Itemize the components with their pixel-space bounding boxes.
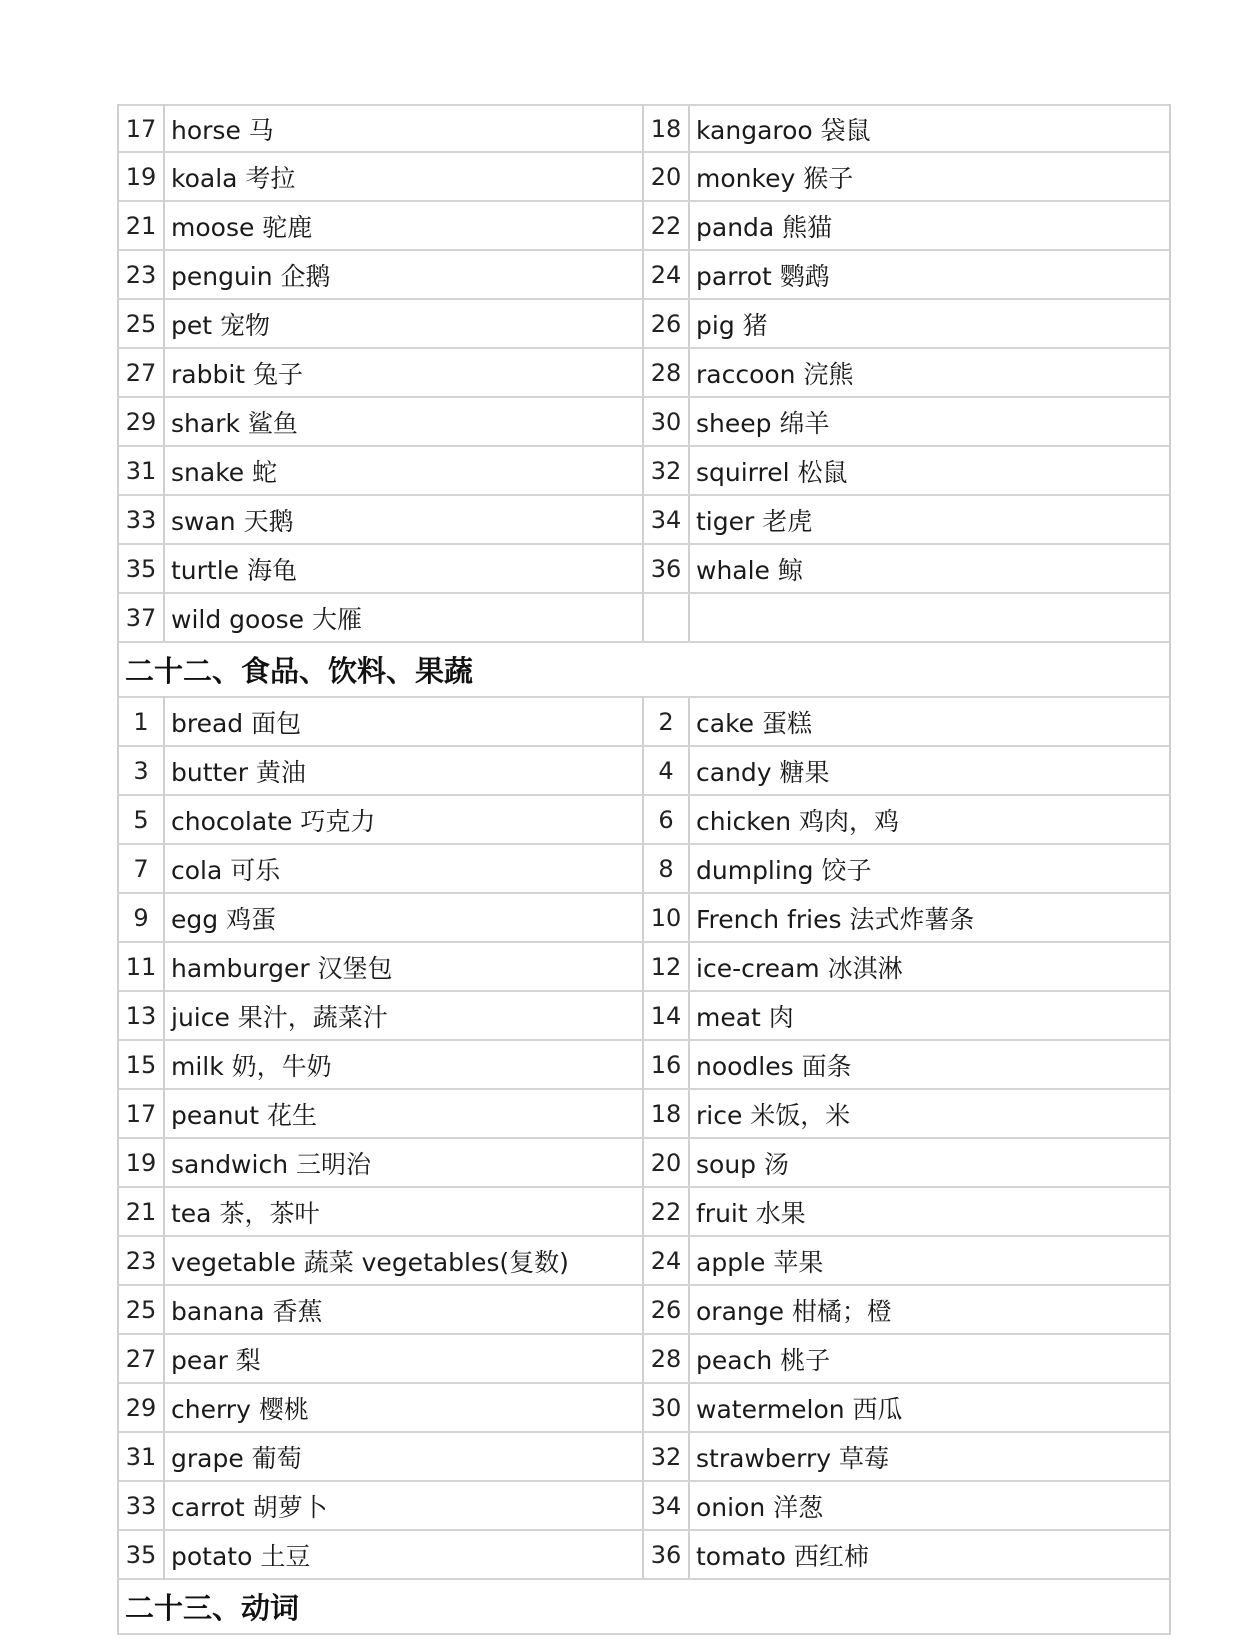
entry-number: 27 xyxy=(119,1335,165,1382)
table-row xyxy=(119,349,1169,398)
entry-number: 26 xyxy=(644,1286,690,1333)
entry-number: 28 xyxy=(644,1335,690,1382)
entry-number: 6 xyxy=(644,796,690,843)
entry-word: apple 苹果 xyxy=(696,1247,824,1277)
entry-word: potato 土豆 xyxy=(171,1541,311,1571)
left-entry xyxy=(119,1286,644,1333)
entry-word: pear 梨 xyxy=(171,1345,261,1375)
entry-word: soup 汤 xyxy=(696,1149,789,1179)
entry-number: 30 xyxy=(644,398,690,445)
entry-number xyxy=(644,594,690,641)
entry-word: rice 米饭，米 xyxy=(696,1100,851,1130)
entry-number: 24 xyxy=(644,251,690,298)
table-row xyxy=(119,1482,1169,1531)
entry-word: candy 糖果 xyxy=(696,757,830,787)
entry-word xyxy=(690,594,1169,641)
table-row xyxy=(119,992,1169,1041)
entry-word: pet 宠物 xyxy=(171,310,270,340)
entry-word: turtle 海龟 xyxy=(171,555,298,585)
entry-word: fruit 水果 xyxy=(696,1198,806,1228)
right-entry xyxy=(644,1286,1169,1333)
entry-number: 21 xyxy=(119,202,165,249)
right-entry xyxy=(644,1090,1169,1137)
entry-word: rabbit 兔子 xyxy=(171,359,304,389)
entry-number: 26 xyxy=(644,300,690,347)
entry-word: parrot 鹦鹉 xyxy=(696,261,830,291)
entry-word: panda 熊猫 xyxy=(696,212,833,242)
right-entry xyxy=(644,1237,1169,1284)
entry-word: chicken 鸡肉，鸡 xyxy=(696,806,900,836)
left-entry xyxy=(119,1237,644,1284)
entry-word: sheep 绵羊 xyxy=(696,408,830,438)
entry-word: penguin 企鹅 xyxy=(171,261,331,291)
right-entry xyxy=(644,349,1169,396)
table-row xyxy=(119,747,1169,796)
entry-number: 29 xyxy=(119,398,165,445)
right-entry xyxy=(644,1139,1169,1186)
table-row xyxy=(119,594,1169,643)
left-entry xyxy=(119,796,644,843)
entry-word: chocolate 巧克力 xyxy=(171,806,376,836)
entry-word: vegetable 蔬菜 vegetables(复数) xyxy=(171,1247,569,1277)
entry-number: 22 xyxy=(644,202,690,249)
left-entry xyxy=(119,106,644,151)
entry-word: dumpling 饺子 xyxy=(696,855,872,885)
entry-number: 2 xyxy=(644,698,690,745)
entry-number: 16 xyxy=(644,1041,690,1088)
entry-number: 32 xyxy=(644,1433,690,1480)
right-entry xyxy=(644,845,1169,892)
entry-number: 10 xyxy=(644,894,690,941)
table-row xyxy=(119,1041,1169,1090)
left-entry xyxy=(119,202,644,249)
entry-number: 18 xyxy=(644,106,690,151)
entry-word: onion 洋葱 xyxy=(696,1492,824,1522)
entry-word: koala 考拉 xyxy=(171,163,296,193)
entry-number: 25 xyxy=(119,300,165,347)
left-entry xyxy=(119,1139,644,1186)
entry-number: 17 xyxy=(119,106,165,151)
entry-word: meat 肉 xyxy=(696,1002,794,1032)
left-entry xyxy=(119,349,644,396)
table-row xyxy=(119,398,1169,447)
entry-number: 34 xyxy=(644,496,690,543)
entry-word: orange 柑橘；橙 xyxy=(696,1296,892,1326)
entry-word: juice 果汁，蔬菜汁 xyxy=(171,1002,388,1032)
left-entry xyxy=(119,300,644,347)
entry-word: butter 黄油 xyxy=(171,757,306,787)
entry-word: bread 面包 xyxy=(171,708,302,738)
entry-word: whale 鲸 xyxy=(696,555,803,585)
entry-word: peanut 花生 xyxy=(171,1100,318,1130)
entry-word: French fries 法式炸薯条 xyxy=(696,904,975,934)
left-entry xyxy=(119,894,644,941)
entry-number: 11 xyxy=(119,943,165,990)
left-entry xyxy=(119,251,644,298)
table-row xyxy=(119,202,1169,251)
entry-number: 17 xyxy=(119,1090,165,1137)
entry-number: 13 xyxy=(119,992,165,1039)
table-row xyxy=(119,1531,1169,1580)
right-entry xyxy=(644,300,1169,347)
right-entry xyxy=(644,698,1169,745)
entry-word: sandwich 三明治 xyxy=(171,1149,371,1179)
table-row xyxy=(119,943,1169,992)
left-entry xyxy=(119,1384,644,1431)
table-row xyxy=(119,1286,1169,1335)
entry-word: tiger 老虎 xyxy=(696,506,813,536)
left-entry xyxy=(119,1531,644,1578)
entry-number: 36 xyxy=(644,545,690,592)
entry-number: 5 xyxy=(119,796,165,843)
right-entry xyxy=(644,747,1169,794)
entry-word: raccoon 浣熊 xyxy=(696,359,854,389)
table-row xyxy=(119,104,1169,153)
entry-word: noodles 面条 xyxy=(696,1051,852,1081)
right-entry xyxy=(644,1482,1169,1529)
table-row xyxy=(119,251,1169,300)
right-entry xyxy=(644,594,1169,641)
entry-word: strawberry 草莓 xyxy=(696,1443,889,1473)
left-entry xyxy=(119,398,644,445)
right-entry xyxy=(644,1384,1169,1431)
table-row xyxy=(119,845,1169,894)
entry-number: 15 xyxy=(119,1041,165,1088)
entry-number: 7 xyxy=(119,845,165,892)
entry-word: kangaroo 袋鼠 xyxy=(696,115,871,145)
entry-number: 28 xyxy=(644,349,690,396)
entry-number: 30 xyxy=(644,1384,690,1431)
entry-number: 18 xyxy=(644,1090,690,1137)
entry-number: 20 xyxy=(644,1139,690,1186)
entry-word: hamburger 汉堡包 xyxy=(171,953,393,983)
table-row xyxy=(119,796,1169,845)
left-entry xyxy=(119,1090,644,1137)
left-entry xyxy=(119,1335,644,1382)
entry-word: cola 可乐 xyxy=(171,855,281,885)
entry-word: watermelon 西瓜 xyxy=(696,1394,903,1424)
entry-number: 21 xyxy=(119,1188,165,1235)
right-entry xyxy=(644,894,1169,941)
entry-number: 33 xyxy=(119,496,165,543)
right-entry xyxy=(644,1531,1169,1578)
table-row xyxy=(119,153,1169,202)
entry-number: 31 xyxy=(119,447,165,494)
entry-word: wild goose 大雁 xyxy=(171,604,362,634)
table-row xyxy=(119,545,1169,594)
entry-word: cake 蛋糕 xyxy=(696,708,812,738)
entry-word: grape 葡萄 xyxy=(171,1443,302,1473)
left-entry xyxy=(119,447,644,494)
entry-number: 23 xyxy=(119,1237,165,1284)
left-entry xyxy=(119,747,644,794)
entry-word: squirrel 松鼠 xyxy=(696,457,848,487)
entry-word: pig 猪 xyxy=(696,310,768,340)
entry-word: swan 天鹅 xyxy=(171,506,294,536)
entry-word: cherry 樱桃 xyxy=(171,1394,309,1424)
entry-number: 34 xyxy=(644,1482,690,1529)
entry-word: snake 蛇 xyxy=(171,457,278,487)
entry-number: 23 xyxy=(119,251,165,298)
section-heading-food: 二十二、食品、饮料、果蔬 xyxy=(119,643,1169,698)
left-entry xyxy=(119,1482,644,1529)
entry-word: moose 驼鹿 xyxy=(171,212,313,242)
entry-number: 29 xyxy=(119,1384,165,1431)
left-entry xyxy=(119,153,644,200)
right-entry xyxy=(644,153,1169,200)
entry-number: 33 xyxy=(119,1482,165,1529)
left-entry xyxy=(119,1433,644,1480)
table-row xyxy=(119,1433,1169,1482)
entry-number: 25 xyxy=(119,1286,165,1333)
left-entry xyxy=(119,545,644,592)
animals-table xyxy=(119,104,1169,643)
right-entry xyxy=(644,202,1169,249)
right-entry xyxy=(644,943,1169,990)
entry-word: shark 鲨鱼 xyxy=(171,408,298,438)
entry-number: 37 xyxy=(119,594,165,641)
entry-number: 24 xyxy=(644,1237,690,1284)
section-heading-verbs: 二十三、动词 xyxy=(119,1580,1169,1635)
left-entry xyxy=(119,1041,644,1088)
table-row xyxy=(119,1237,1169,1286)
right-entry xyxy=(644,796,1169,843)
entry-word: milk 奶，牛奶 xyxy=(171,1051,332,1081)
entry-number: 8 xyxy=(644,845,690,892)
right-entry xyxy=(644,496,1169,543)
entry-number: 3 xyxy=(119,747,165,794)
entry-number: 32 xyxy=(644,447,690,494)
left-entry xyxy=(119,496,644,543)
right-entry xyxy=(644,545,1169,592)
entry-word: carrot 胡萝卜 xyxy=(171,1492,328,1522)
left-entry xyxy=(119,594,644,641)
food-table xyxy=(119,698,1169,1580)
table-row xyxy=(119,1188,1169,1237)
entry-number: 19 xyxy=(119,153,165,200)
entry-number: 36 xyxy=(644,1531,690,1578)
entry-number: 9 xyxy=(119,894,165,941)
table-row xyxy=(119,894,1169,943)
entry-number: 31 xyxy=(119,1433,165,1480)
entry-word: ice-cream 冰淇淋 xyxy=(696,953,903,983)
entry-number: 22 xyxy=(644,1188,690,1235)
entry-word: tea 茶，茶叶 xyxy=(171,1198,320,1228)
entry-word: monkey 猴子 xyxy=(696,163,854,193)
right-entry xyxy=(644,1335,1169,1382)
right-entry xyxy=(644,992,1169,1039)
left-entry xyxy=(119,698,644,745)
entry-number: 20 xyxy=(644,153,690,200)
table-row xyxy=(119,496,1169,545)
table-row xyxy=(119,1384,1169,1433)
entry-number: 12 xyxy=(644,943,690,990)
entry-number: 1 xyxy=(119,698,165,745)
left-entry xyxy=(119,943,644,990)
entry-word: egg 鸡蛋 xyxy=(171,904,277,934)
entry-word: banana 香蕉 xyxy=(171,1296,323,1326)
table-row xyxy=(119,1090,1169,1139)
entry-number: 35 xyxy=(119,1531,165,1578)
right-entry xyxy=(644,251,1169,298)
left-entry xyxy=(119,845,644,892)
entry-word: horse 马 xyxy=(171,115,274,145)
entry-number: 35 xyxy=(119,545,165,592)
entry-word: tomato 西红柿 xyxy=(696,1541,869,1571)
left-entry xyxy=(119,1188,644,1235)
entry-number: 19 xyxy=(119,1139,165,1186)
right-entry xyxy=(644,106,1169,151)
entry-word: peach 桃子 xyxy=(696,1345,831,1375)
right-entry xyxy=(644,447,1169,494)
table-row xyxy=(119,1335,1169,1384)
entry-number: 27 xyxy=(119,349,165,396)
right-entry xyxy=(644,398,1169,445)
right-entry xyxy=(644,1188,1169,1235)
table-row xyxy=(119,698,1169,747)
left-entry xyxy=(119,992,644,1039)
right-entry xyxy=(644,1433,1169,1480)
table-row xyxy=(119,447,1169,496)
table-row xyxy=(119,300,1169,349)
entry-number: 14 xyxy=(644,992,690,1039)
vocabulary-sheet xyxy=(117,104,1171,1635)
right-entry xyxy=(644,1041,1169,1088)
entry-number: 4 xyxy=(644,747,690,794)
table-row xyxy=(119,1139,1169,1188)
